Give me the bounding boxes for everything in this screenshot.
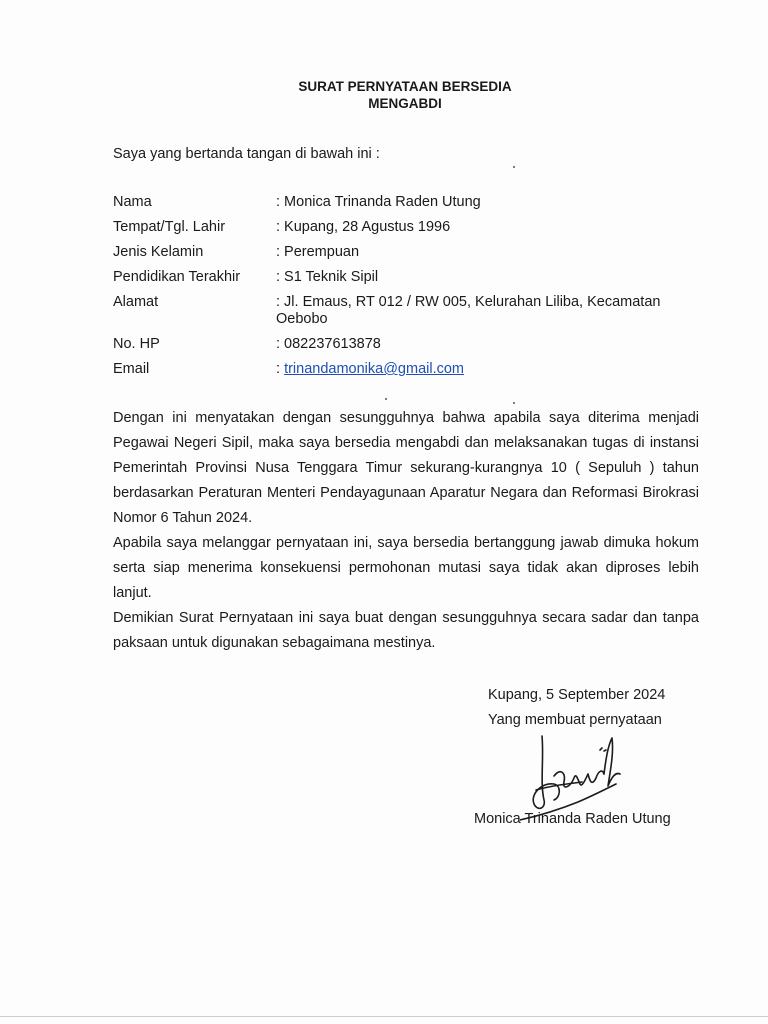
document-title <box>0 78 768 112</box>
scan-speck <box>385 398 387 400</box>
intro-text: Saya yang bertanda tangan di bawah ini : <box>113 146 380 162</box>
paragraph-closing: Demikian Surat Pernyataan ini saya buat dengan sesungguhnya secara sadar dan tanpa paksaan untuk digunakan sebagaimana mestinya. <box>113 610 699 651</box>
field-label: Pendidikan Terakhir <box>113 269 241 285</box>
field-label: Email <box>113 361 150 377</box>
scan-speck <box>513 166 515 168</box>
field-value: : 082237613878 <box>276 336 381 352</box>
place-date: Kupang, 5 September 2024 <box>488 687 666 703</box>
paragraph-declaration: Dengan ini menyatakan dengan sesungguhnya bahwa apabila saya diterima menjadi Pegawai Negeri Sipil, maka saya bersedia mengabdi dan melaksanakan tugas di instansi Pemerintah Provinsi Nusa Tenggara Timur sekurang-kurangnya 10 ( Sepuluh ) tahun berdasarkan Peraturan Menteri Pendayagunaan Aparatur Negara dan Reformasi Birokrasi Nomor 6 Tahun 2024. <box>113 410 699 526</box>
statement-body <box>113 406 699 656</box>
field-label: Alamat <box>113 294 159 310</box>
field-value: : Monica Trinanda Raden Utung <box>276 194 481 210</box>
page-edge-divider <box>0 1016 768 1017</box>
paragraph-violation: Apabila saya melanggar pernyataan ini, saya bersedia bertanggung jawab dimuka hokum serta siap menerima konsekuensi permohonan mutasi saya tidak akan diproses lebih lanjut. <box>113 535 699 601</box>
field-label: No. HP <box>113 336 160 352</box>
field-value <box>276 361 696 378</box>
field-label: Nama <box>113 194 152 210</box>
signer-name: Monica Trinanda Raden Utung <box>474 811 671 827</box>
field-value: : S1 Teknik Sipil <box>276 269 379 285</box>
signature-block <box>488 683 665 733</box>
scan-speck <box>513 402 515 404</box>
email-link[interactable]: trinandamonika@gmail.com <box>284 361 464 377</box>
field-value: : Jl. Emaus, RT 012 / RW 005, Kelurahan Liliba, Kecamatan Oebobo <box>276 294 661 327</box>
field-value: : Kupang, 28 Agustus 1996 <box>276 219 451 235</box>
field-label: Jenis Kelamin <box>113 244 204 260</box>
field-value: : Perempuan <box>276 244 360 260</box>
title-line-2: MENGABDI <box>368 96 442 111</box>
title-line-1: SURAT PERNYATAAN BERSEDIA <box>298 79 512 94</box>
field-label: Tempat/Tgl. Lahir <box>113 219 226 235</box>
colon-prefix: : <box>276 361 285 377</box>
signer-caption: Yang membuat pernyataan <box>488 712 662 728</box>
